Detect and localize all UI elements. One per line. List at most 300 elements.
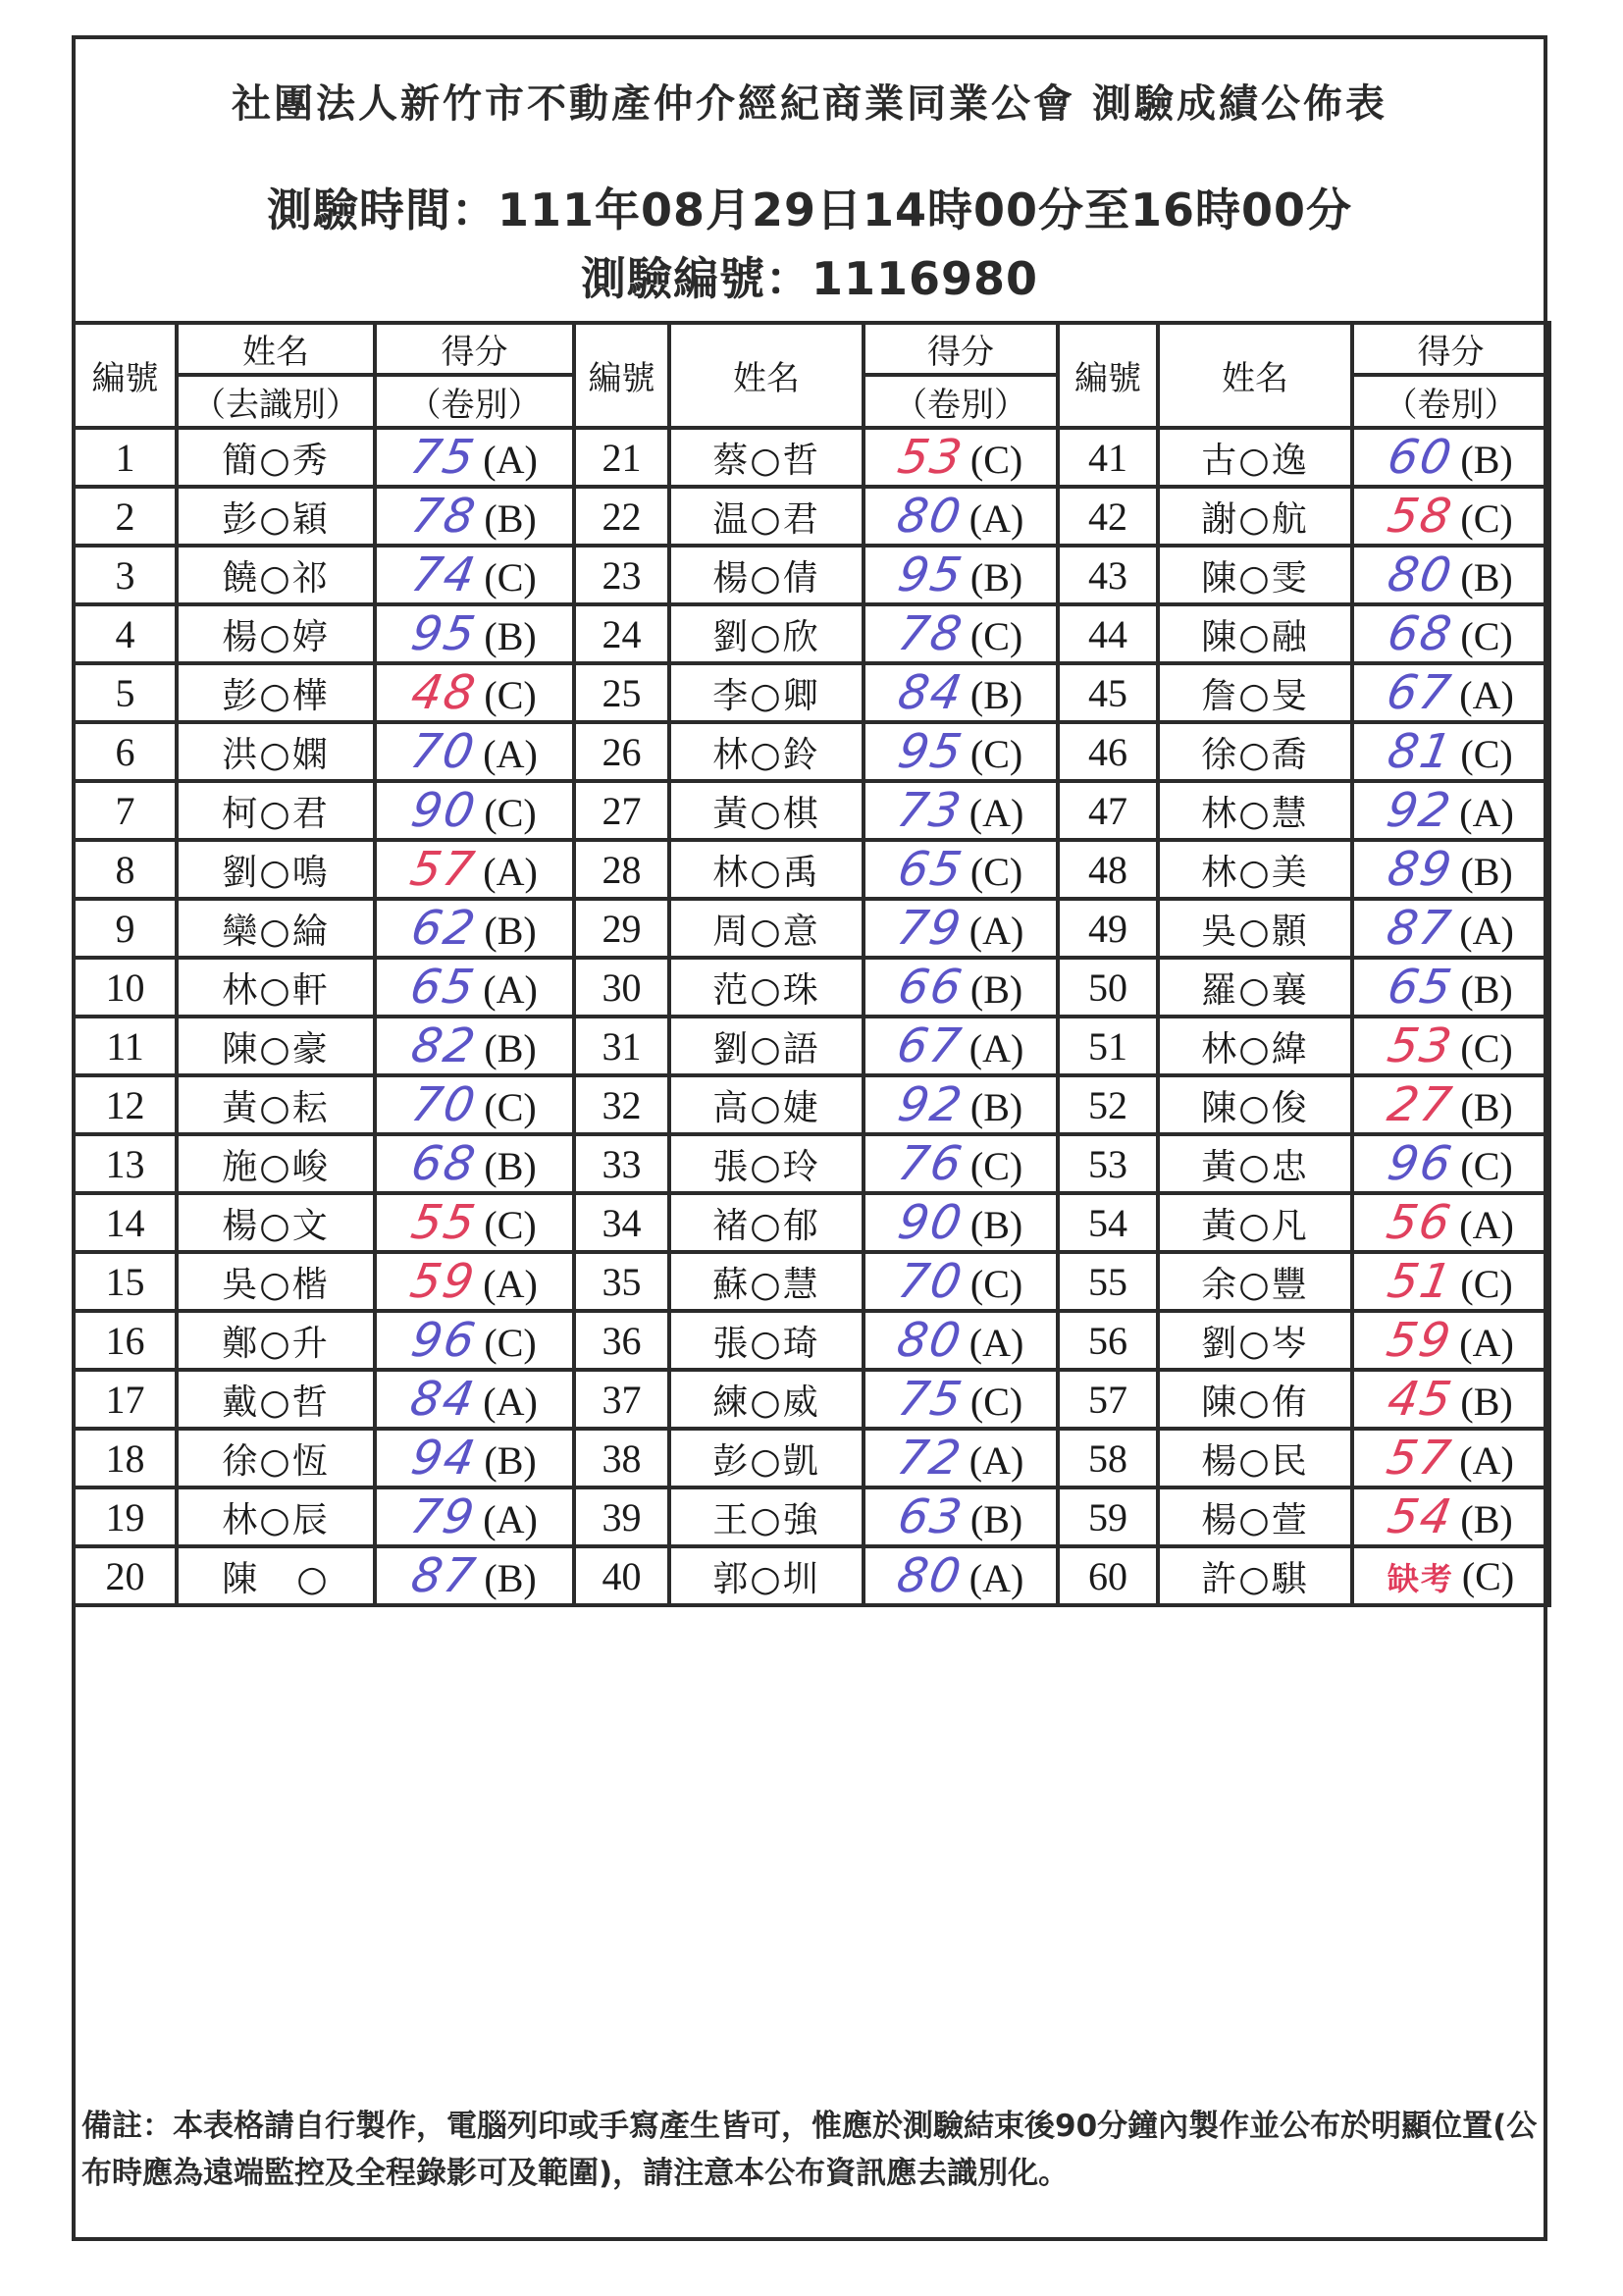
candidate-number: 39 [574,1487,669,1546]
candidate-number: 52 [1058,1075,1158,1134]
candidate-number: 55 [1058,1252,1158,1311]
handwritten-score: 66 [893,960,968,1015]
candidate-name: 徐○喬 [1158,722,1352,781]
handwritten-score: 79 [406,1489,481,1544]
col-header-number: 編號 [74,323,177,428]
table-row [74,428,1549,487]
candidate-name: 彭○樺 [177,663,375,722]
candidate-number: 48 [1058,840,1158,899]
paper-version: (C) [969,850,1023,894]
handwritten-score: 72 [892,1431,967,1486]
candidate-number: 12 [74,1075,177,1134]
candidate-number: 3 [74,546,177,604]
candidate-number: 16 [74,1311,177,1370]
candidate-name: 陳 ○ [177,1546,375,1605]
handwritten-score: 70 [406,724,481,779]
candidate-name: 施○峻 [177,1134,375,1193]
paper-version: (B) [484,909,537,953]
candidate-number: 49 [1058,899,1158,958]
table-row [74,1429,1549,1487]
paper-version: (C) [1460,496,1513,541]
candidate-name: 林○慧 [1158,781,1352,840]
paper-version: (A) [969,791,1024,835]
candidate-number: 54 [1058,1193,1158,1252]
candidate-score [1352,1193,1549,1252]
handwritten-score: 55 [407,1195,482,1250]
handwritten-score: 53 [893,430,968,485]
handwritten-score: 80 [892,1548,967,1603]
candidate-number: 23 [574,546,669,604]
paper-version: (A) [1459,1203,1514,1247]
handwritten-score: 67 [1383,665,1457,720]
candidate-number: 40 [574,1546,669,1605]
col-header-number: 編號 [574,323,669,428]
candidate-number: 6 [74,722,177,781]
candidate-number: 9 [74,899,177,958]
candidate-score [1352,1370,1549,1429]
candidate-score [375,663,574,722]
table-row [74,781,1549,840]
handwritten-score: 79 [892,901,967,956]
paper-version: (A) [1459,1321,1514,1365]
candidate-score [1352,663,1549,722]
col-subheader-paper: （卷別） [864,375,1058,428]
candidate-name: 林○軒 [177,958,375,1017]
paper-version: (C) [969,1380,1023,1424]
paper-version: (C) [969,438,1023,482]
candidate-score [375,1134,574,1193]
candidate-score [864,487,1058,546]
table-row [74,1134,1549,1193]
handwritten-score: 87 [407,1548,482,1603]
candidate-number: 42 [1058,487,1158,546]
candidate-number: 24 [574,604,669,663]
candidate-number: 35 [574,1252,669,1311]
candidate-score [375,1252,574,1311]
paper-version: (C) [1461,1553,1515,1598]
candidate-score [375,1311,574,1370]
paper-version: (B) [484,1556,537,1600]
col-header-name: 姓名 [1158,323,1352,428]
handwritten-score: 57 [1383,1431,1457,1486]
handwritten-score: 95 [893,724,968,779]
candidate-number: 13 [74,1134,177,1193]
title-block [76,39,1544,325]
table-row [74,958,1549,1017]
table-row [74,487,1549,546]
paper-version: (B) [969,1497,1023,1541]
col-header-score: 得分 [1352,323,1549,375]
handwritten-score: 96 [407,1313,482,1368]
table-row [74,840,1549,899]
table-header [74,323,1549,428]
handwritten-score: 68 [407,1136,482,1191]
paper-version: (A) [969,909,1024,953]
candidate-number: 32 [574,1075,669,1134]
handwritten-score: 68 [1384,606,1458,661]
paper-version: (A) [483,1497,538,1541]
col-header-name: 姓名 [669,323,864,428]
candidate-score [375,781,574,840]
table-row [74,722,1549,781]
candidate-number: 27 [574,781,669,840]
candidate-number: 31 [574,1017,669,1075]
candidate-number: 57 [1058,1370,1158,1429]
candidate-name: 林○鈴 [669,722,864,781]
candidate-score [1352,1017,1549,1075]
handwritten-score: 65 [1384,960,1458,1015]
handwritten-score: 75 [406,430,481,485]
score-table [72,321,1551,1607]
candidate-number: 34 [574,1193,669,1252]
candidate-number: 11 [74,1017,177,1075]
candidate-number: 51 [1058,1017,1158,1075]
paper-version: (A) [969,1026,1024,1070]
col-subheader-paper: （卷別） [1352,375,1549,428]
candidate-name: 林○美 [1158,840,1352,899]
candidate-number: 46 [1058,722,1158,781]
candidate-name: 范○珠 [669,958,864,1017]
handwritten-score: 70 [893,1254,968,1309]
paper-version: (C) [969,1262,1023,1306]
candidate-score [375,604,574,663]
candidate-name: 林○辰 [177,1487,375,1546]
candidate-score [1352,1252,1549,1311]
score-sheet [72,35,1547,2241]
candidate-number: 30 [574,958,669,1017]
candidate-score [375,1193,574,1252]
col-header-score: 得分 [864,323,1058,375]
candidate-score [864,899,1058,958]
candidate-score [375,487,574,546]
handwritten-score: 94 [407,1431,482,1486]
candidate-name: 林○緯 [1158,1017,1352,1075]
candidate-score [375,1370,574,1429]
paper-version: (A) [969,1556,1024,1600]
candidate-name: 黃○棋 [669,781,864,840]
handwritten-score: 82 [407,1018,482,1073]
paper-version: (C) [1460,1026,1513,1070]
candidate-score [375,1546,574,1605]
paper-version: (B) [1460,850,1513,894]
candidate-number: 47 [1058,781,1158,840]
paper-version: (C) [1460,732,1513,776]
candidate-number: 8 [74,840,177,899]
paper-version: (B) [484,496,537,541]
handwritten-score: 59 [406,1254,481,1309]
candidate-name: 練○威 [669,1370,864,1429]
candidate-score [1352,899,1549,958]
candidate-score [1352,1134,1549,1193]
paper-version: (B) [969,967,1023,1012]
candidate-score [375,428,574,487]
handwritten-score: 60 [1384,430,1458,485]
candidate-number: 18 [74,1429,177,1487]
paper-version: (C) [484,1203,537,1247]
candidate-name: 饒○祁 [177,546,375,604]
candidate-number: 14 [74,1193,177,1252]
candidate-number: 15 [74,1252,177,1311]
candidate-number: 2 [74,487,177,546]
candidate-name: 柯○君 [177,781,375,840]
candidate-name: 陳○侑 [1158,1370,1352,1429]
handwritten-score: 84 [893,665,968,720]
candidate-name: 蔡○哲 [669,428,864,487]
candidate-name: 簡○秀 [177,428,375,487]
paper-version: (A) [969,1321,1024,1365]
candidate-score [864,958,1058,1017]
candidate-number: 29 [574,899,669,958]
candidate-score [864,1193,1058,1252]
handwritten-score: 65 [893,842,968,897]
candidate-number: 59 [1058,1487,1158,1546]
handwritten-score: 75 [893,1372,968,1427]
paper-version: (C) [1460,614,1513,658]
handwritten-score: 76 [893,1136,968,1191]
candidate-number: 58 [1058,1429,1158,1487]
handwritten-score: 59 [1383,1313,1457,1368]
candidate-name: 張○玲 [669,1134,864,1193]
candidate-score [1352,840,1549,899]
paper-version: (B) [969,673,1023,717]
table-body [74,428,1549,1605]
paper-version: (B) [969,1085,1023,1129]
candidate-name: 楊○民 [1158,1429,1352,1487]
paper-version: (C) [484,673,537,717]
table-row [74,663,1549,722]
handwritten-score: 90 [893,1195,968,1250]
candidate-score [1352,487,1549,546]
candidate-score [1352,428,1549,487]
candidate-number: 60 [1058,1546,1158,1605]
candidate-score [375,722,574,781]
handwritten-score: 78 [407,489,482,544]
candidate-name: 劉○欣 [669,604,864,663]
candidate-score [864,604,1058,663]
paper-version: (C) [484,1085,537,1129]
remarks-note: 備註：本表格請自行製作，電腦列印或手寫產生皆可，惟應於測驗結束後90分鐘內製作並公布於明顯位置(公布時應為遠端監控及全程錄影可及範圍)，請注意本公布資訊應去識別化。 [81,2109,1538,2191]
candidate-number: 56 [1058,1311,1158,1370]
candidate-name: 劉○鳴 [177,840,375,899]
exam-code: 測驗編號：1116980 [580,252,1039,305]
handwritten-score: 48 [407,665,482,720]
candidate-score [864,1252,1058,1311]
candidate-score [864,428,1058,487]
candidate-name: 黃○忠 [1158,1134,1352,1193]
candidate-name: 余○豐 [1158,1252,1352,1311]
candidate-name: 劉○語 [669,1017,864,1075]
handwritten-score: 90 [407,783,482,838]
candidate-score [864,722,1058,781]
candidate-score [1352,781,1549,840]
candidate-name: 蘇○慧 [669,1252,864,1311]
handwritten-score: 81 [1384,724,1458,779]
candidate-name: 林○禹 [669,840,864,899]
candidate-score [1352,1075,1549,1134]
handwritten-score: 51 [1384,1254,1458,1309]
candidate-number: 41 [1058,428,1158,487]
candidate-number: 43 [1058,546,1158,604]
candidate-name: 陳○融 [1158,604,1352,663]
paper-version: (C) [484,791,537,835]
handwritten-score: 65 [406,960,481,1015]
paper-version: (A) [1459,673,1514,717]
candidate-score [375,1075,574,1134]
candidate-score [1352,1429,1549,1487]
paper-version: (B) [969,1203,1023,1247]
candidate-number: 44 [1058,604,1158,663]
candidate-score [1352,604,1549,663]
handwritten-score: 95 [893,548,968,602]
table-row [74,1546,1549,1605]
paper-version: (A) [1459,1438,1514,1483]
paper-version: (A) [1459,909,1514,953]
candidate-name: 戴○哲 [177,1370,375,1429]
candidate-score [864,1017,1058,1075]
candidate-number: 36 [574,1311,669,1370]
candidate-name: 謝○航 [1158,487,1352,546]
candidate-number: 4 [74,604,177,663]
table-row [74,1017,1549,1075]
paper-version: (B) [1460,555,1513,600]
candidate-name: 洪○嫻 [177,722,375,781]
handwritten-score: 89 [1384,842,1458,897]
candidate-number: 19 [74,1487,177,1546]
candidate-score [1352,1487,1549,1546]
handwritten-score: 62 [407,901,482,956]
candidate-name: 劉○岑 [1158,1311,1352,1370]
candidate-name: 王○強 [669,1487,864,1546]
handwritten-score: 73 [892,783,967,838]
candidate-score [864,1546,1058,1605]
table-row [74,546,1549,604]
candidate-number: 50 [1058,958,1158,1017]
candidate-number: 7 [74,781,177,840]
handwritten-score: 27 [1384,1077,1458,1132]
handwritten-score: 54 [1384,1489,1458,1544]
candidate-name: 楊○婷 [177,604,375,663]
handwritten-score: 84 [406,1372,481,1427]
candidate-name: 楊○倩 [669,546,864,604]
candidate-score [1352,958,1549,1017]
candidate-number: 26 [574,722,669,781]
candidate-number: 21 [574,428,669,487]
candidate-score [375,958,574,1017]
candidate-name: 古○逸 [1158,428,1352,487]
paper-version: (B) [484,1026,537,1070]
candidate-name: 李○卿 [669,663,864,722]
candidate-name: 陳○雯 [1158,546,1352,604]
candidate-number: 53 [1058,1134,1158,1193]
candidate-number: 20 [74,1546,177,1605]
candidate-name: 彭○穎 [177,487,375,546]
col-header-name: 姓名 [177,323,375,375]
candidate-name: 楊○萱 [1158,1487,1352,1546]
candidate-name: 欒○綸 [177,899,375,958]
candidate-name: 陳○俊 [1158,1075,1352,1134]
document-title: 社團法人新竹市不動產仲介經紀商業同業公會 測驗成績公佈表 [232,81,1387,127]
paper-version: (B) [1460,438,1513,482]
candidate-name: 楊○文 [177,1193,375,1252]
candidate-score [1352,546,1549,604]
paper-version: (B) [1460,967,1513,1012]
handwritten-score: 96 [1384,1136,1458,1191]
paper-version: (A) [483,850,538,894]
candidate-score [864,840,1058,899]
candidate-name: 許○騏 [1158,1546,1352,1605]
paper-version: (C) [1460,1144,1513,1188]
paper-version: (C) [484,1321,537,1365]
paper-version: (B) [484,1438,537,1483]
col-header-score: 得分 [375,323,574,375]
paper-version: (C) [969,732,1023,776]
handwritten-score: 67 [892,1018,967,1073]
candidate-number: 5 [74,663,177,722]
candidate-name: 温○君 [669,487,864,546]
table-row [74,899,1549,958]
candidate-name: 黃○耘 [177,1075,375,1134]
candidate-score [864,1311,1058,1370]
candidate-score [375,899,574,958]
candidate-number: 22 [574,487,669,546]
paper-version: (C) [484,555,537,600]
table-row [74,604,1549,663]
candidate-score [864,663,1058,722]
candidate-number: 10 [74,958,177,1017]
candidate-score [375,840,574,899]
handwritten-score: 缺考 [1387,1559,1454,1597]
candidate-number: 38 [574,1429,669,1487]
candidate-score [375,546,574,604]
table-row [74,1311,1549,1370]
candidate-name: 鄭○升 [177,1311,375,1370]
table-row [74,1370,1549,1429]
col-subheader-paper: （卷別） [375,375,574,428]
candidate-score [375,1487,574,1546]
handwritten-score: 70 [407,1077,482,1132]
handwritten-score: 45 [1384,1372,1458,1427]
paper-version: (A) [483,1262,538,1306]
handwritten-score: 80 [892,1313,967,1368]
candidate-name: 徐○恆 [177,1429,375,1487]
handwritten-score: 78 [893,606,968,661]
candidate-name: 褚○郁 [669,1193,864,1252]
handwritten-score: 87 [1383,901,1457,956]
candidate-number: 28 [574,840,669,899]
paper-version: (A) [483,1380,538,1424]
handwritten-score: 74 [407,548,482,602]
paper-version: (A) [969,1438,1024,1483]
handwritten-score: 80 [1384,548,1458,602]
candidate-score [1352,722,1549,781]
table-row [74,1252,1549,1311]
candidate-score [864,781,1058,840]
candidate-name: 詹○旻 [1158,663,1352,722]
table-row [74,1487,1549,1546]
candidate-name: 彭○凱 [669,1429,864,1487]
candidate-number: 33 [574,1134,669,1193]
handwritten-score: 63 [893,1489,968,1544]
paper-version: (B) [969,555,1023,600]
candidate-score [864,1429,1058,1487]
handwritten-score: 80 [892,489,967,544]
candidate-score [864,1487,1058,1546]
candidate-score [1352,1546,1549,1605]
handwritten-score: 53 [1384,1018,1458,1073]
paper-version: (A) [483,732,538,776]
candidate-name: 周○意 [669,899,864,958]
candidate-name: 郭○圳 [669,1546,864,1605]
